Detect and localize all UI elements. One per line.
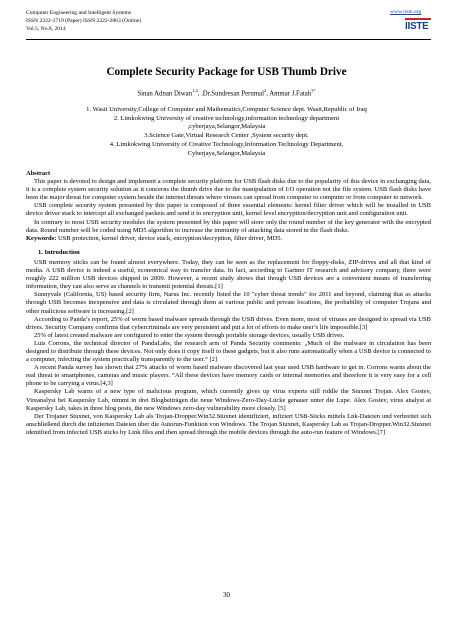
body-paragraph: According to Panda’s report, 25% of worm based malware spreads through the USB drives. Even more, most of viruses are designed to spread via USB drives. Security Company confirms that cybercriminals are very persistent and put a lot of efforts to make user’s life impossible.[3]: [26, 315, 431, 331]
page-number: 30: [223, 592, 230, 599]
author-2: , .Dr.Sundresan Perumal: [197, 90, 264, 98]
abstract-paragraph: USB complete security system presented by this paper is composed of three essential elements: kernel filter driver which will be installed in USB device driver stack to intercept all exchanged packets and send it to encryption unit, kernel level encryption/decryption unit and configuration unit.: [26, 202, 431, 218]
abstract-heading: Abstract: [26, 170, 51, 177]
keywords-line: [26, 235, 431, 243]
affiliation-line: Cyberjaya,Selangor,Malaysia: [187, 149, 266, 157]
affiliation-line: 2. Limkokwing University of creative technology,information technology department: [113, 114, 340, 122]
header-rule: [26, 39, 431, 40]
body-paragraph: Sunnyvale (California, US) based security firm, Narus Inc. recently listed the 10 "cyber threat trends" for 2011 and beyond, claiming that as attacks through USB becomes inexpensive and data is circulated through them at various public and private locations, the probability of computer Trojans and other malicious software is increasing.[2]: [26, 291, 431, 315]
affiliation-line: 3.Science Gate,Virtual Research Center ,System security dept.: [144, 132, 309, 140]
iiste-logo: [405, 17, 431, 33]
author-line: [0, 88, 453, 97]
keywords-label: Keywords:: [26, 234, 57, 242]
journal-issn: ISSN 2222-1719 (Paper) ISSN 2222-2863 (Online): [26, 18, 142, 24]
journal-name: Computer Engineering and Intelligent Systems: [26, 10, 132, 16]
author-1-sup: 1,4: [192, 88, 198, 93]
affiliation-line: ,cyberjaya,Selangor,Malaysia: [187, 123, 266, 131]
author-3: , Ammar J.Fatah: [266, 90, 312, 98]
paper-body: [26, 170, 431, 437]
abstract-paragraph: This paper is devoted to design and implement a complete security platform for USB flash disks due to the popularity of this device in exchanging data, it is a complete system security solution as it concerns the thumb drive due to the manipulation of I/O operation not the file system. USB flash disks have been the major threat for computer system beside the internet threats where viruses can spread from computer to computer or from computer to network.: [26, 178, 431, 202]
author-1: Sinan Adnan Diwan: [137, 90, 193, 98]
logo-text: IISTE: [405, 21, 429, 32]
author-3-sup: 3*: [311, 88, 316, 93]
affiliation-line: 4. Limkokwing University of Creative Technology,Information Technology Department,: [109, 140, 344, 148]
abstract-paragraph: In contrary to most USB security modules the system presented by this paper will store only the round number of the key generator with the encrypted data. Round number will be coded using MD5 algorithm to increase the immunity of attacking data stored in the flash disks.: [26, 218, 431, 234]
author-2-sup: 2: [263, 88, 267, 93]
body-paragraph: Luis Corrons, the technical director of PandaLabs, the research arm of Panda Security comments: „Much of the malware in circulation has been designed to distribute through these devices. Not only does it copy itself to these gadgets, but it also runs automatically when a USB device is connected to a computer, infecting the system practically transparently to the user.“ [2]: [26, 339, 431, 364]
body-paragraph: Kaspersky Lab warns of a new type of malicious program, which currently gives up virus experts still riddle the Stuxnet Trojan. Alex Gostev, Vireanalyst bei Kaspersky Lab, nimmt in drei Blogbeiträgen die neue Windows-Zero-Day-Lücke genauer unter die Lupe. Alex Gostev, virus analyst at Kaspersky Lab, takes in three blog posts, the new Windows zero-day vulnerability more closely. [5]: [26, 388, 431, 412]
section-heading-introduction: 1. Introduction: [38, 248, 80, 256]
journal-header: [26, 9, 141, 33]
body-paragraph: A recent Panda survey has shown that 27% attacks of worm based malware discovered last year used USB hardware to get in. Corrons warns about the real threat to smartphones, cameras and music players. “All these devices have memory cards or internal memories and therefore it is very easy for a cell phone to be carrying a virus.[4,3]: [26, 364, 431, 388]
body-paragraph: USB memory sticks can be found almost everywhere. Today, they can be seen as the replacement for floppy-disks, ZIP-drives and all that kind of media. A USB device is indeed a useful, economical way to transfer data. In fact, according to Gartner IT research and advisory company, there were roughly 222 million USB devices shipped in 2009. However, a recent study shows that though USB devices are a convenient means of transferring information, they can also serve as channels to transmit potential threats.[1]: [26, 258, 431, 291]
body-paragraph: 25% of latest created malware are configured to enter the system through portable storage devices, usually USB drives.: [34, 331, 345, 339]
affiliation-line: 1. Wasit University,College of Computer and Mathematics,Computer Science dept. Wasit,Republic of Iraq: [86, 106, 367, 113]
affiliations: [0, 106, 453, 158]
body-paragraph: Der Trojaner Stuxnet, von Kaspersky Lab als Trojan-Dropper.Win32.Stuxnet identifiziert, infiziert USB-Sticks mittels Lnk-Dateien und verbreitet sich anschließend durch die infizierten Dateien über die Autorun-Funktion von Windows. The Trojan Stuxnet, Kaspersky Lab as Trojan-Dropper.Win32.Stuxnet identified from infected USB sticks by Link files and then spread through the mobile devices through the auto-run feature of Windows.[7]: [26, 412, 431, 436]
logo-bar: [405, 18, 431, 20]
keywords-text: USB protection, kernel driver, device stack, encryption/decryption, filter driver, MD5.: [56, 234, 283, 242]
journal-url-link[interactable]: www.iiste.org: [390, 9, 422, 15]
paper-title: Complete Security Package for USB Thumb Drive: [106, 66, 347, 78]
journal-volume: Vol.5, No.8, 2014: [26, 26, 66, 32]
